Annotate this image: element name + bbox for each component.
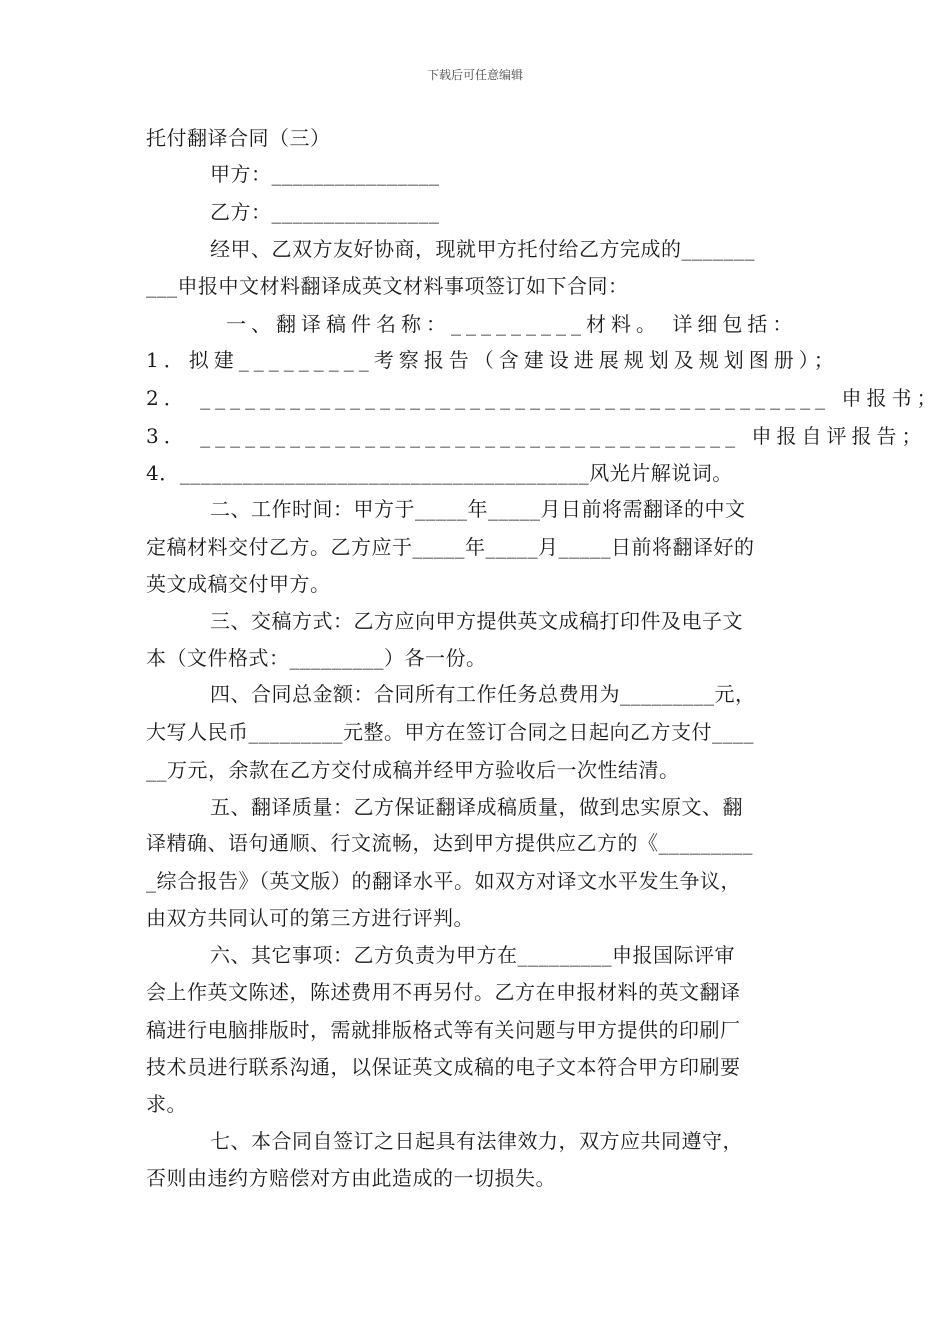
section4-line-1: 四、合同总金额：合同所有工作任务总费用为_________元， [210,682,756,706]
intro-line-1: 经甲、乙双方友好协商，现就甲方托付给乙方完成的_______ [210,237,755,261]
section1-item-1: 1．拟建_________考察报告（含建设进展规划及规划图册）； [146,348,839,372]
party-a-line: 甲方：________________ [210,162,440,186]
section1-heading: 一、翻译稿件名称：_________材料。 详细包括： [226,312,798,336]
section3-line-2: 本（文件格式：_________）各一份。 [146,646,487,670]
section3-line-1: 三、交稿方式：乙方应向甲方提供英文成稿打印件及电子文 [210,609,743,633]
section5-line-3: _综合报告》（英文版）的翻译水平。如双方对译文水平发生争议， [146,869,741,893]
section6-line-4: 技术员进行联系沟通，以保证英文成稿的电子文本符合甲方印刷要 [146,1055,741,1079]
section2-line-1: 二、工作时间：甲方于_____年_____月日前将需翻译的中文 [210,497,746,521]
section2-line-2: 定稿材料交付乙方。乙方应于_____年_____月_____日前将翻译好的 [146,535,755,559]
section2-line-3: 英文成稿交付甲方。 [146,572,331,596]
section4-line-3: __万元，余款在乙方交付成稿并经甲方验收后一次性结清。 [146,758,680,782]
section1-item-2: 2． __________________________________________ 申报书； [146,386,942,410]
section1-item-4: 4．_______________________________________风光片解说词。 [146,461,733,485]
section7-line-2: 否则由违约方赔偿对方由此造成的一切损失。 [146,1166,556,1190]
section1-item-3: 3． ____________________________________ 申报自评报告； [146,424,927,448]
section5-line-1: 五、翻译质量：乙方保证翻译成稿质量，做到忠实原文、翻 [210,795,743,819]
section6-line-2: 会上作英文陈述，陈述费用不再另付。乙方在申报材料的英文翻译 [146,980,741,1004]
section5-line-2: 译精确、语句通顺、行文流畅，达到甲方提供应乙方的《_________ [146,831,753,855]
section6-line-3: 稿进行电脑排版时，需就排版格式等有关问题与甲方提供的印刷厂 [146,1018,741,1042]
section6-line-1: 六、其它事项：乙方负责为甲方在_________申报国际评审 [210,943,735,967]
section7-line-1: 七、本合同自签订之日起具有法律效力，双方应共同遵守， [210,1129,743,1153]
document-title: 托付翻译合同（三） [146,126,331,150]
section5-line-4: 由双方共同认可的第三方进行评判。 [146,906,474,930]
intro-line-2: ___申报中文材料翻译成英文材料事项签订如下合同： [146,274,629,298]
section6-line-5: 求。 [146,1092,187,1116]
party-b-line: 乙方：________________ [210,200,440,224]
page-header: 下载后可任意编辑 [426,68,523,82]
section4-line-2: 大写人民币_________元整。甲方在签订合同之日起向乙方支付____ [146,720,754,744]
